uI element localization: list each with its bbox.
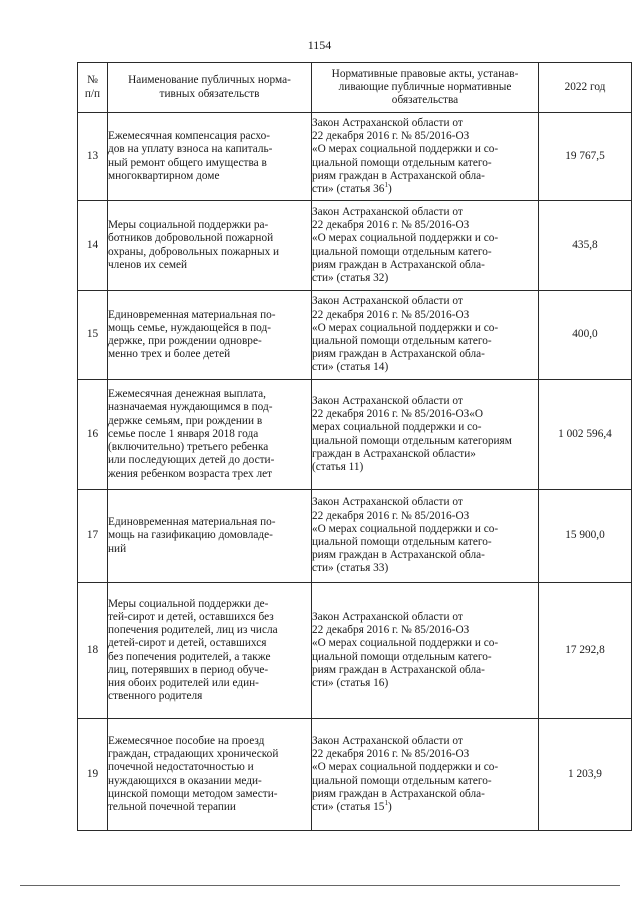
- footnote-mark: 1: [384, 181, 388, 190]
- header-year: 2022 год: [539, 63, 632, 113]
- amount-2022: 1 203,9: [539, 719, 632, 831]
- obligation-name: Ежемесячная компенсация расхо- дов на уплату взноса на капиталь- ный ремонт общего имущества в многоквартирном доме: [108, 113, 312, 201]
- amount-2022: 15 900,0: [539, 490, 632, 583]
- row-number: 13: [78, 113, 108, 201]
- legal-act: Закон Астраханской области от 22 декабря 2016 г. № 85/2016-ОЗ «О мерах социальной поддержки и со- циальной помощи отдельным катего- риям граждан в Астраханской обла- сти» (статья 16): [312, 583, 539, 719]
- row-number: 17: [78, 490, 108, 583]
- table-header-row: [78, 63, 632, 113]
- obligation-name: Единовременная материальная по- мощь семье, нуждающейся в под- держке, при рождении одновре- менно трех и более детей: [108, 291, 312, 380]
- legal-act: Закон Астраханской области от 22 декабря 2016 г. № 85/2016-ОЗ «О мерах социальной поддержки и со- циальной помощи отдельным катего- риям граждан в Астраханской обла- сти» (статья 14): [312, 291, 539, 380]
- obligation-name: Ежемесячное пособие на проезд граждан, страдающих хронической почечной недостаточностью и нуждающихся в оказании меди- цинской помощи методом замести- тельной почечной терапии: [108, 719, 312, 831]
- legal-act: Закон Астраханской области от 22 декабря 2016 г. № 85/2016-ОЗ «О мерах социальной поддержки и со- циальной помощи отдельным катего- риям граждан в Астраханской обла- сти» (статья 32): [312, 201, 539, 291]
- legal-act: Закон Астраханской области от 22 декабря 2016 г. № 85/2016-ОЗ «О мерах социальной поддержки и со- циальной помощи отдельным катего- риям граждан в Астраханской обла- сти» (статья $15^1$): [312, 719, 539, 831]
- table-row: [78, 490, 632, 583]
- row-number: 19: [78, 719, 108, 831]
- footnote-mark: 1: [384, 799, 388, 808]
- bottom-rule: [20, 885, 620, 886]
- row-number: 16: [78, 380, 108, 490]
- row-number: 14: [78, 201, 108, 291]
- legal-act: Закон Астраханской области от 22 декабря 2016 г. № 85/2016-ОЗ«О мерах социальной поддержки и со- циальной помощи отдельным категориям граждан в Астраханской области» (статья 11): [312, 380, 539, 490]
- header-legal-acts: Нормативные правовые акты, устанав- ливающие публичные нормативные обязательства: [312, 63, 539, 113]
- page-number: 1154: [307, 38, 332, 52]
- obligations-table: [77, 62, 632, 831]
- legal-act: Закон Астраханской области от 22 декабря 2016 г. № 85/2016-ОЗ «О мерах социальной поддержки и со- циальной помощи отдельным катего- риям граждан в Астраханской обла- сти» (статья $36^1$): [312, 113, 539, 201]
- table-row: [78, 380, 632, 490]
- obligation-name: Меры социальной поддержки де- тей-сирот и детей, оставшихся без попечения родителей, лиц из числа детей-сирот и детей, оставшихся без попечения родителей, а также лиц, потерявших в период обуче- ния обоих родителей или един- ственного родителя: [108, 583, 312, 719]
- row-number: 15: [78, 291, 108, 380]
- table-row: [78, 201, 632, 291]
- amount-2022: 17 292,8: [539, 583, 632, 719]
- table-row: [78, 291, 632, 380]
- obligation-name: Меры социальной поддержки ра- ботников добровольной пожарной охраны, добровольных пожарных и членов их семей: [108, 201, 312, 291]
- amount-2022: 435,8: [539, 201, 632, 291]
- header-obligation-name: Наименование публичных норма- тивных обязательств: [108, 63, 312, 113]
- amount-2022: 19 767,5: [539, 113, 632, 201]
- row-number: 18: [78, 583, 108, 719]
- amount-2022: 400,0: [539, 291, 632, 380]
- table-row: [78, 113, 632, 201]
- header-number: № п/п: [78, 63, 108, 113]
- obligation-name: Единовременная материальная по- мощь на газификацию домовладе- ний: [108, 490, 312, 583]
- amount-2022: 1 002 596,4: [539, 380, 632, 490]
- obligation-name: Ежемесячная денежная выплата, назначаемая нуждающимся в под- держке семьям, при рождении в семье после 1 января 2018 года (включительно) третьего ребенка или последующих детей до дости- жения ребенком возраста трех лет: [108, 380, 312, 490]
- legal-act: Закон Астраханской области от 22 декабря 2016 г. № 85/2016-ОЗ «О мерах социальной поддержки и со- циальной помощи отдельным катего- риям граждан в Астраханской обла- сти» (статья 33): [312, 490, 539, 583]
- table-row: [78, 583, 632, 719]
- table-row: [78, 719, 632, 831]
